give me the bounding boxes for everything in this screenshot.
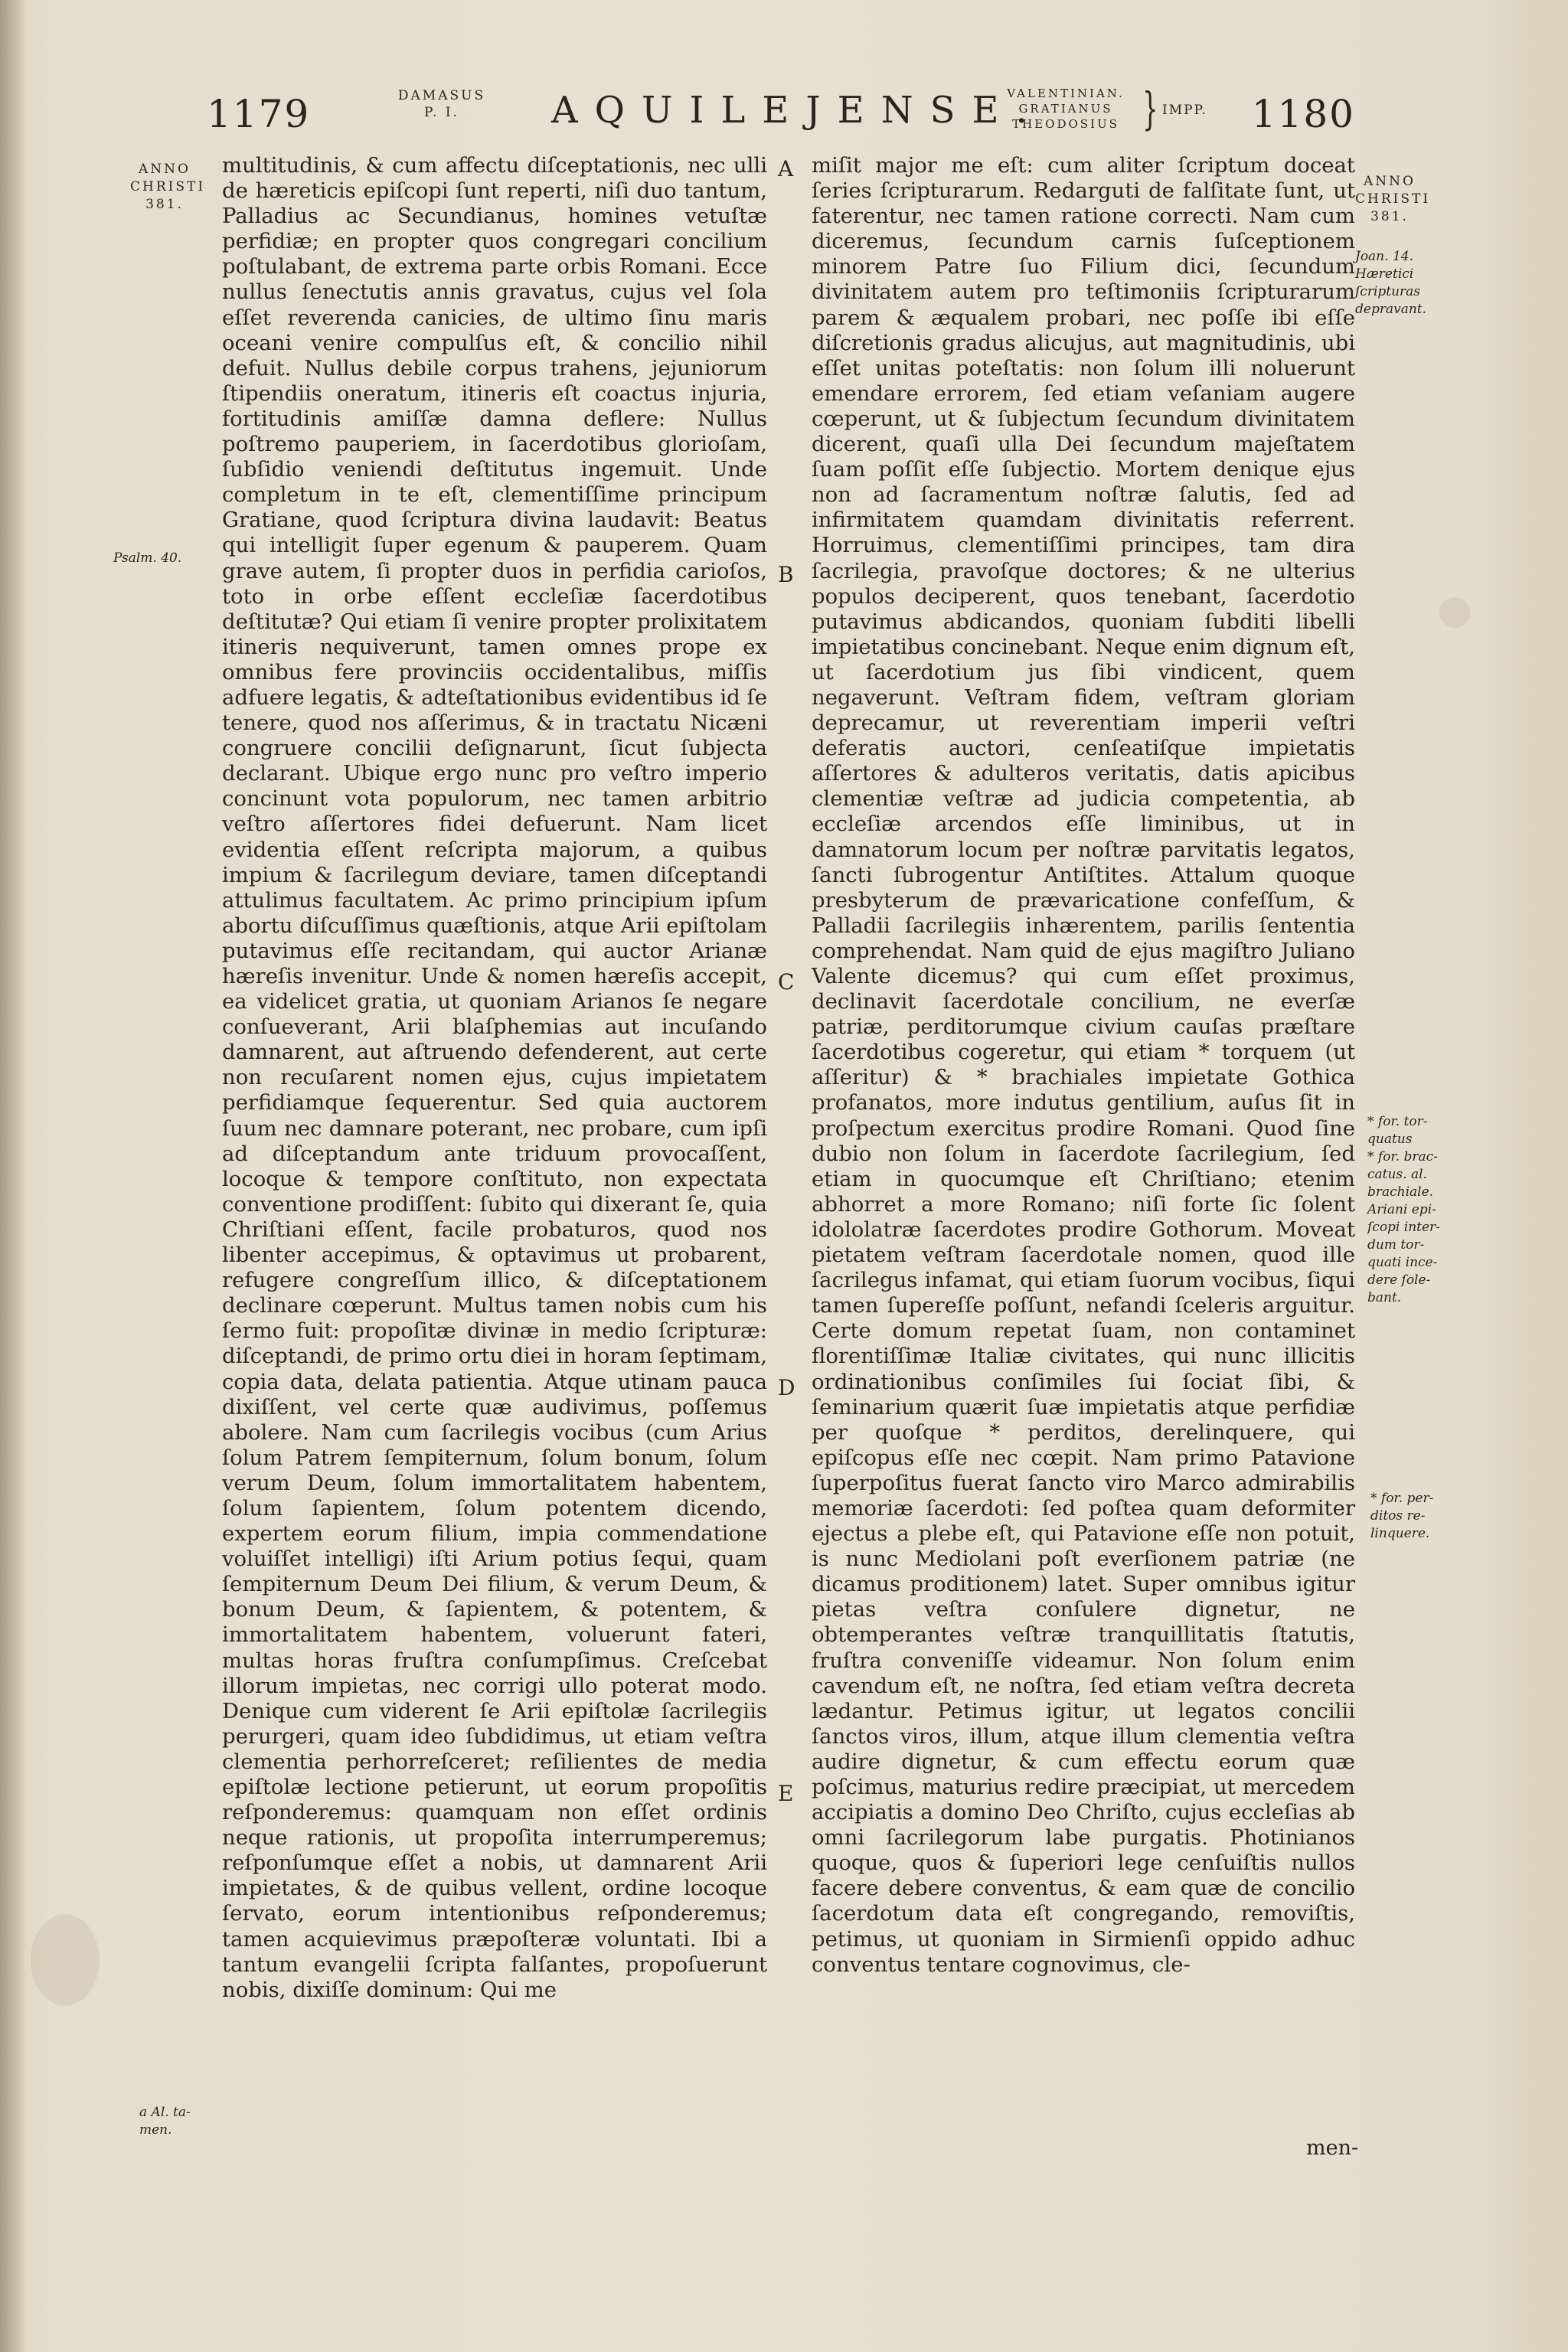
section-letter-b: B [778, 562, 794, 587]
right-column [812, 153, 1355, 1978]
section-letter-c: C [778, 969, 795, 995]
paper-stain [1439, 597, 1470, 628]
page-title: AQUILEJENSE. [551, 89, 1044, 132]
section-letter-d: D [778, 1375, 795, 1400]
catchword: men- [1306, 2136, 1359, 2160]
paper-stain [31, 1914, 100, 2006]
marginal-note-perditos: * for. per- ditos re- linquere. [1370, 1491, 1434, 1541]
impp-label: IMPP. [1162, 103, 1207, 118]
right-margin-year: ANNO CHRISTI 381. [1355, 174, 1431, 224]
author-label: DAMASUS P. I. [397, 88, 486, 120]
marginal-note-heretics: Joan. 14. Hæretici ſcripturas depravant. [1355, 249, 1427, 317]
left-column-text: multitudinis, & cum affectu diſceptationis, nec ulli de hæreticis epiſcopi ſunt reperti, niſi duo tantum, Palladius ac Secundianus, homines vetuſtæ perfidiæ; en propter quos congregari concilium poſtulabant, de extrema parte orbis Romani. Ecce nullus ſenectutis annis gravatus, cujus vel ſola eſſet reverenda canicies, de ultimo ſinu maris oceani venire compulſus eſt, & concilio nihil defuit. Nullus debile corpus trahens, jejuniorum ſtipendiis oneratum, itineris eſt coactus injuria, fortitudinis amiſſæ damna deflere: Nullus poſtremo pauperiem, in ſacerdotibus glorioſam, ſubſidio veniendi deſtitutus ingemuit. Unde completum in te eſt, clementiſſime principum Gratiane, quod ſcriptura divina laudavit: Beatus qui intelligit ſuper egenum & pauperem. Quam grave autem, ſi propter duos in perfidia carioſos, toto in orbe eſſent eccleſiæ ſacerdotibus deſtitutæ? Qui etiam ſi venire propter prolixitatem itineris nequiverunt, tamen omnes prope ex omnibus fere provinciis occidentalibus, miſſis adfuere legatis, & adteſtationibus evidentibus id ſe tenere, quod nos aſſerimus, & in tractatu Nicæni congruere concilii deſignarunt, ſicut ſubjecta declarant. Ubique ergo nunc pro veſtro imperio concinunt vota populorum, nec tamen arbitrio veſtro aſſertores fidei defuerunt. Nam licet evidentia eſſent reſcripta majorum, a quibus impium & ſacrilegum deviare, tamen diſceptandi attulimus facultatem. Ac primo principium ipſum abortu diſcuſſimus quæſtionis, atque Arii epiſtolam putavimus eſſe recitandam, qui auctor Arianæ hæreſis invenitur. Unde & nomen hæreſis accepit, ea videlicet gratia, ut quoniam Arianos ſe negare conſueverant, Arii blaſphemias aut incuſando damnarent, aut aſtruendo defenderent, aut certe non recuſarent nomen ejus, cujus impietatem perfidiamque ſequerentur. Sed quia auctorem ſuum nec damnare poterant, nec probare, cum ipſi ad diſceptandum ante triduum provocaſſent, locoque & tempore conſtituto, non expectata conventione prodiſſent: ſubito qui dixerant ſe, quia Chriſtiani eſſent, facile probaturos, quod nos libenter accepimus, & optavimus ut probarent, refugere congreſſum illico, & diſceptationem declinare cœperunt. Multus tamen nobis cum his ſermo fuit: propoſitæ divinæ in medio ſcripturæ: diſceptandi, de primo ortu diei in horam ſeptimam, copia data, delata patientia. Atque utinam pauca dixiſſent, vel certe quæ audivimus, poſſemus abolere. Nam cum ſacrilegis vocibus (cum Arius ſolum Patrem ſempiternum, ſolum bonum, ſolum verum Deum, ſolum immortalitatem habentem, ſolum ſapientem, ſolum potentem dicendo, expertem eorum filium, impia commendatione voluiſſet intelligi) iſti Arium potius ſequi, quam ſempiternum Deum Dei filium, & verum Deum, & bonum Deum, & ſapientem, & potentem, & immortalitatem habentem, voluerunt fateri, multas horas fruſtra conſumpſimus. Creſcebat illorum impietas, nec corrigi ullo poterat modo. Denique cum viderent ſe Arii epiſtolæ ſacrilegiis perurgeri, quam ideo ſubdidimus, ut etiam veſtra clementia perhorreſceret; reſilientes de media epiſtolæ lectione petierunt, ut eorum propoſitis reſponderemus: quamquam non eſſet ordinis neque rationis, ut propoſita interrumperemus; reſponſumque eſſet a nobis, ut damnarent Arii impietates, & de quibus vellent, ordine locoque ſervato, eorum intentionibus reſponderemus; tamen acquievimus præpoſteræ voluntati. Ibi a tantum evangelii ſcripta falſantes, propoſuerunt nobis, dixiſſe dominum: Qui me [222, 153, 767, 2002]
left-column [222, 153, 767, 2003]
right-column-text: miſit major me eſt: cum aliter ſcriptum doceat ſeries ſcripturarum. Redarguti de falſitate ſunt, ut faterentur, nec tamen ratione correcti. Nam cum diceremus, ſecundum carnis ſuſceptionem minorem Patre ſuo Filium dici, ſecundum divinitatem autem pro teſtimoniis ſcripturarum parem & æqualem probari, nec poſſe ibi eſſe diſcretionis gradus alicujus, aut magnitudinis, ubi eſſet unitas poteſtatis: non ſolum illi noluerunt emendare errorem, ſed etiam veſaniam augere cœperunt, ut & ſubjectum ſecundum divinitatem dicerent, quaſi ulla Dei ſecundum majeſtatem ſuam poſſit eſſe ſubjectio. Mortem denique ejus non ad ſacramentum noſtræ ſalutis, ſed ad infirmitatem quamdam divinitatis referrent. Horruimus, clementiſſimi principes, tam dira ſacrilegia, pravoſque doctores; & ne ulterius populos deciperent, quos tenebant, ſacerdotio putavimus abdicandos, quoniam ſubditi libelli impietatibus concinebant. Neque enim dignum eſt, ut ſacerdotium jus ſibi vindicent, quem negaverunt. Veſtram fidem, veſtram gloriam deprecamur, ut reverentiam imperii veſtri deferatis auctori, cenſeatiſque impietatis aſſertores & adulteros veritatis, datis apicibus clementiæ veſtræ ad judicia competentia, ab eccleſiæ arcendos eſſe liminibus, ut in damnatorum locum per noſtræ parvitatis legatos, ſancti ſubrogentur Antiſtites. Attalum quoque presbyterum de prævaricatione confeſſum, & Palladii ſacrilegiis inhærentem, parilis ſententia comprehendat. Nam quid de ejus magiſtro Juliano Valente dicemus? qui cum eſſet proximus, declinavit ſacerdotale concilium, ne everſæ patriæ, perditorumque civium cauſas præſtare ſacerdotibus cogeretur, qui etiam * torquem (ut aſſeritur) & * brachiales impietate Gothica profanatos, more indutus gentilium, auſus ſit in proſpectum exercitus prodire Romani. Quod ſine dubio non ſolum in ſacerdote ſacrilegium, ſed etiam in quocumque eſt Chriſtiano; etenim abhorret a more Romano; niſi forte ſic ſolent idololatræ ſacerdotes prodire Gothorum. Moveat pietatem veſtram ſacerdotale nomen, quod ille ſacrilegus infamat, qui etiam ſuorum vocibus, ſiqui tamen ſupereſſe poſſunt, nefandi ſceleris arguitur. Certe domum repetat ſuam, non contaminet florentiſſimæ Italiæ civitates, qui nunc illicitis ordinationibus conſimiles ſui ſociat ſibi, & ſeminarium quærit ſuæ impietatis atque perfidiæ per quoſque * perditos, derelinquere, qui epiſcopus eſſe nec cœpit. Nam primo Patavione ſuperpoſitus fuerat ſancto viro Marco admirabilis memoriæ ſacerdoti: ſed poſtea quam deformiter ejectus a plebe eſt, qui Patavione eſſe non potuit, is nunc Mediolani poſt everſionem patriæ (ne dicamus proditionem) latet. Super omnibus igitur pietas veſtra conſulere dignetur, ne obtemperantes veſtræ tranquillitatis ſtatutis, fruſtra conveniſſe videamur. Non ſolum enim cavendum eſt, ne noſtra, ſed etiam veſtra decreta lædantur. Petimus igitur, ut legatos concilii ſanctos viros, illum, atque illum clementia veſtra audire dignetur, & cum effectu eorum quæ poſcimus, maturius redire præcipiat, ut mercedem accipiatis a domino Deo Chriſto, cujus eccleſias ab omni ſacrilegorum labe purgatis. Photinianos quoque, quos & ſuperiori lege cenſuiſtis nullos facere debere conventus, & eam quæ de concilio ſacerdotum data eſt congregando, removiſtis, petimus, ut quoniam in Sirmienſi oppido adhuc conventus tentare cognovimus, cle- [812, 153, 1355, 1977]
running-head [207, 83, 1355, 147]
footnote-left: a Al. ta- men. [139, 2105, 191, 2138]
psalm-reference: Psalm. 40. [113, 550, 182, 566]
emperors-label: VALENTINIAN. GRATIANUS THEODOSIUS [1007, 87, 1125, 131]
marginal-note-torques: * for. tor- quatus * for. brac- catus. al. brachiale. Ariani epi- ſcopi inter- dum tor- quati ince- dere ſole- bant. [1367, 1114, 1440, 1305]
gutter-shadow [0, 0, 26, 2352]
page-number-left: 1179 [207, 92, 311, 136]
section-letter-e: E [778, 1781, 794, 1806]
brace-glyph: } [1142, 83, 1158, 135]
page-number-right: 1180 [1251, 92, 1355, 136]
left-margin-year: ANNO CHRISTI 381. [130, 162, 206, 212]
section-letter-a: A [778, 156, 794, 181]
